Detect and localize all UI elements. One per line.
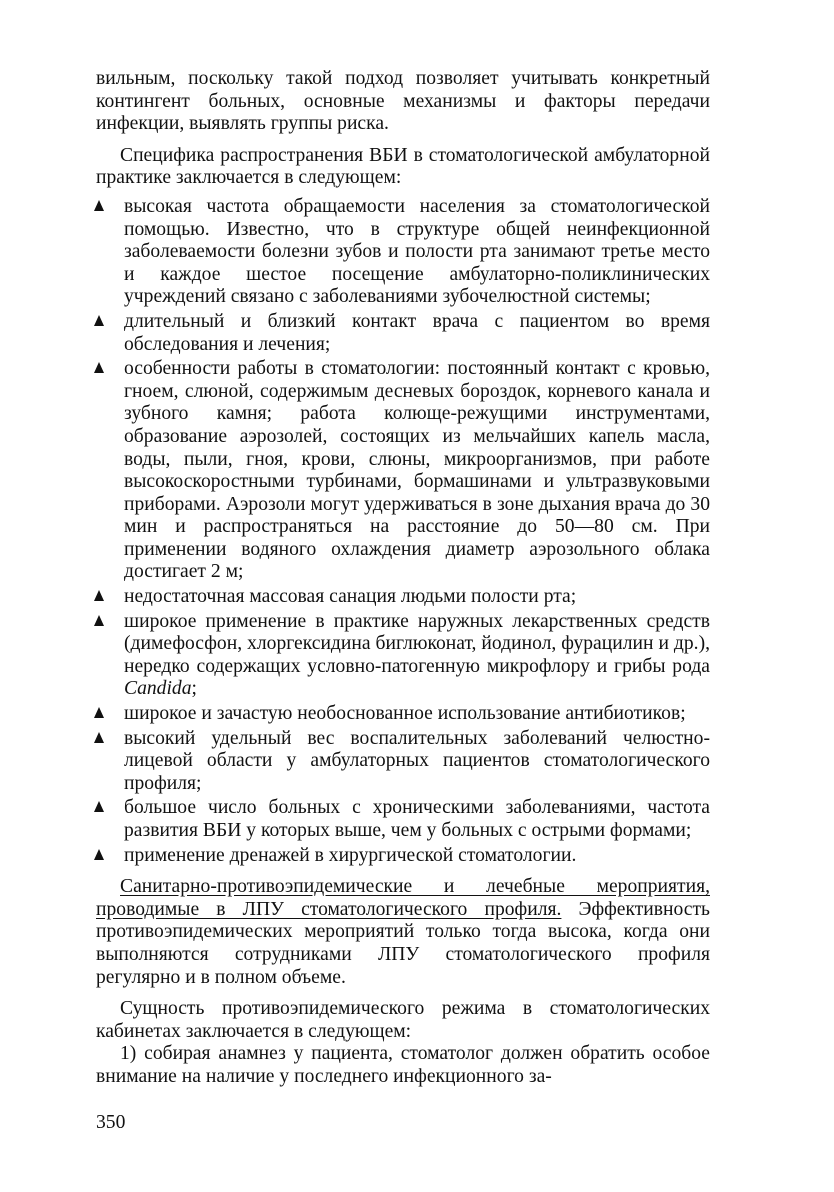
list-item: [96, 611, 710, 701]
list-item: [96, 703, 710, 726]
list-item: [96, 797, 710, 842]
list-item-text: высокий удельный вес воспалительных заболеваний челюстно-лицевой области у амбулаторных пациентов стоматологического профиля;: [124, 727, 710, 794]
list-item-text: большое число больных с хроническими заболеваниями, частота развития ВБИ у которых выше, чем у больных с острыми формами;: [124, 797, 710, 841]
list-item: [96, 358, 710, 584]
section-paragraph: [96, 876, 710, 989]
triangle-bullet-icon: [94, 315, 104, 326]
page-body: [96, 68, 710, 1089]
triangle-bullet-icon: [94, 732, 104, 743]
list-item-text: особенности работы в стоматологии: постоянный контакт с кровью, гноем, слюной, содержимым десневых бороздок, корневого канала и зубного камня; работа колюще-режущими инструментами, образование аэрозолей, состоящих из мельчайших капель масла, воды, пыли, гноя, крови, слюны, микроорганизмов, при работе высокоскоростными турбинами, бормашинами и ультразвуковыми приборами. Аэрозоли могут удерживаться в зоне дыхания врача до 30 мин и распространяться на расстояние до 50—80 см. При применении водяного охлаждения диаметр аэрозольного облака достигает 2 м;: [124, 358, 710, 583]
section-body: Эффективность противоэпидемических мероприятий только тогда высока, когда они выполняются сотрудниками ЛПУ стоматологического профиля регулярно и в полном объеме.: [96, 898, 710, 988]
paragraph-continuation: вильным, поскольку такой подход позволяет учитывать конкретный контингент больных, основные механизмы и факторы передачи инфекции, выявлять группы риска.: [96, 68, 710, 135]
list-item: [96, 311, 710, 356]
list-item-text: длительный и близкий контакт врача с пациентом во время обследования и лечения;: [124, 310, 710, 355]
list-item-text-end: ;: [191, 678, 197, 700]
list-item-text: недостаточная массовая санация людьми полости рта;: [124, 586, 577, 608]
page-number: 350: [96, 1112, 126, 1133]
triangle-bullet-icon: [94, 590, 104, 601]
list-item: [96, 728, 710, 796]
triangle-bullet-icon: [94, 615, 104, 626]
section-heading: Санитарно-противоэпидемические и лечебные мероприятия, проводимые в ЛПУ стоматологического профиля.: [96, 876, 710, 920]
triangle-bullet-icon: [94, 362, 104, 373]
list-item: [96, 845, 710, 868]
paragraph-specifics-intro: Специфика распространения ВБИ в стоматологической амбулаторной практике заключается в следующем:: [96, 144, 710, 189]
triangle-bullet-icon: [94, 801, 104, 812]
triangle-bullet-icon: [94, 707, 104, 718]
paragraph-essence: Сущность противоэпидемического режима в стоматологических кабинетах заключается в следующем:: [96, 998, 710, 1042]
list-item-text: высокая частота обращаемости населения за стоматологической помощью. Известно, что в структуре общей неинфекционной заболеваемости болезни зубов и полости рта занимают третье место и каждое шестое посещение амбулаторно-поликлинических учреждений связано с заболеваниями зубочелюстной системы;: [124, 195, 710, 308]
triangle-bullet-icon: [94, 849, 104, 860]
list-item-text: широкое и зачастую необоснованное использование антибиотиков;: [124, 703, 686, 725]
italic-genus-name: Candida: [124, 678, 192, 700]
list-item-text: широкое применение в практике наружных лекарственных средств (димефосфон, хлоргексидина биглюконат, йодинол, фурацилин и др.), нередко содержащих условно-патогенную микрофлору и грибы рода: [124, 610, 710, 677]
list-item: [96, 586, 710, 609]
paragraph-item-1: 1) собирая анамнез у пациента, стоматолог должен обратить особое внимание на наличие у последнего инфекционного за-: [96, 1043, 710, 1087]
specifics-list: [96, 196, 710, 867]
list-item: [96, 196, 710, 309]
list-item-text: применение дренажей в хирургической стоматологии.: [124, 844, 577, 866]
triangle-bullet-icon: [94, 200, 104, 211]
